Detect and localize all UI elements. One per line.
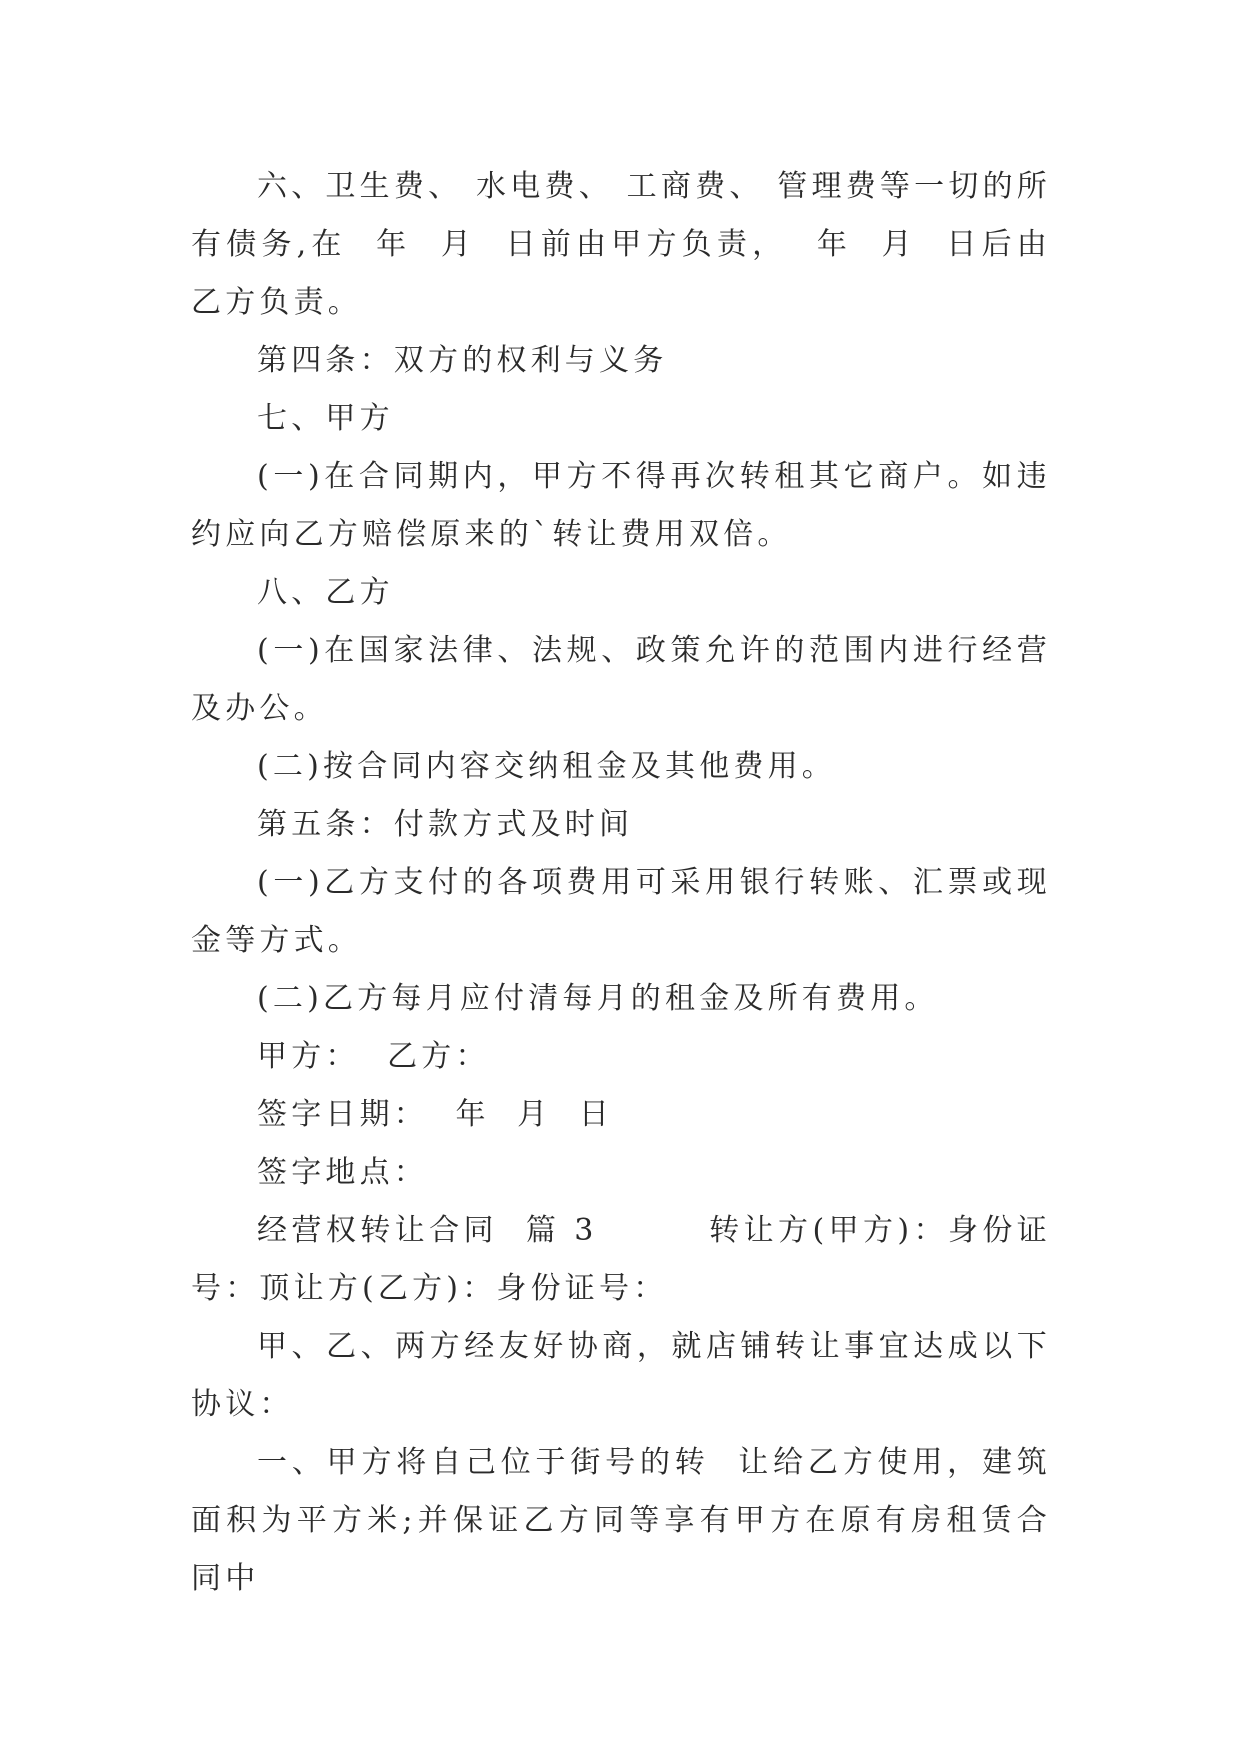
paragraph-payment-clause-1: (一)乙方支付的各项费用可采用银行转账、汇票或现金等方式。 — [191, 865, 1051, 958]
signature-date-line: 签字日期： 年 月 日 — [257, 1097, 614, 1132]
paragraph-agreement-intro: 甲、乙、两方经友好协商，就店铺转让事宜达成以下协议： — [191, 1329, 1051, 1422]
document-body — [191, 158, 1051, 1608]
heading-party-b: 八、乙方 — [257, 575, 394, 610]
paragraph-payment-clause-2: (二)乙方每月应付清每月的租金及所有费用。 — [257, 981, 939, 1016]
paragraph-party-a-clause-1: (一)在合同期内，甲方不得再次转租其它商户。如违约应向乙方赔偿原来的`转让费用双倍。 — [191, 459, 1051, 552]
contract-3-header: 经营权转让合同 篇 3 转让方(甲方)：身份证号：顶让方(乙方)：身份证号： — [191, 1213, 1051, 1306]
paragraph-contract-3-article-1: 一、甲方将自己位于街号的转 让给乙方使用，建筑面积为平方米;并保证乙方同等享有甲方在原有房租赁合同中 — [191, 1445, 1051, 1596]
paragraph-article-6: 六、卫生费、 水电费、 工商费、 管理费等一切的所有债务,在 年 月 日前由甲方负责， 年 月 日后由乙方负责。 — [191, 169, 1051, 320]
heading-section-5: 第五条：付款方式及时间 — [257, 807, 634, 842]
heading-party-a: 七、甲方 — [257, 401, 394, 436]
paragraph-party-b-clause-1: (一)在国家法律、法规、政策允许的范围内进行经营及办公。 — [191, 633, 1051, 726]
signature-place-line: 签字地点： — [257, 1155, 428, 1190]
heading-section-4: 第四条：双方的权利与义务 — [257, 343, 668, 378]
paragraph-party-b-clause-2: (二)按合同内容交纳租金及其他费用。 — [257, 749, 837, 784]
signature-parties-line: 甲方： 乙方： — [257, 1039, 490, 1074]
